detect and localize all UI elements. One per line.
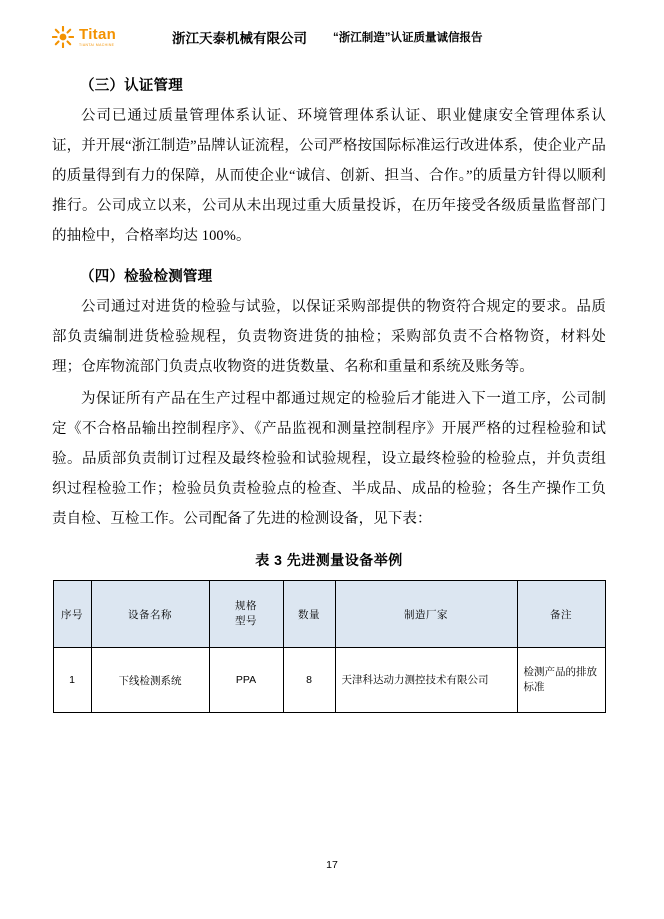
page-header: [52, 14, 612, 60]
document-page: [0, 14, 664, 919]
table-caption: 表 3 先进测量设备举例: [255, 552, 403, 568]
sun-burst-icon: [52, 26, 74, 48]
paragraph-certification-1: 公司已通过质量管理体系认证、环境管理体系认证、职业健康安全管理体系认证，并开展“浙江制造”品牌认证流程，公司严格按国际标准运行改进体系，使企业产品的质量得到有力的保障，从而使企业“诚信、创新、担当、合作。”的质量方针得以顺利推行。公司成立以来，公司从未出现过重大质量投诉，在历年接受各级质量监督部门的抽检中，合格率均达 100%。: [52, 108, 606, 244]
page-number: 17: [326, 859, 338, 871]
table-body: [53, 648, 605, 713]
logo-wordmark: Titan: [79, 25, 117, 43]
section-heading-inspection: （四）检验检测管理: [80, 269, 213, 285]
document-body: [52, 74, 606, 713]
column-header-model-line1: 规格: [235, 600, 257, 612]
paragraph-inspection-1: 公司通过对进货的检验与试验，以保证采购部提供的物资符合规定的要求。品质部负责编制进货检验规程，负责物资进货的抽检；采购部负责不合格物资，材料处理；仓库物流部门负责点收物资的进货数量、名称和重量和系统及账务等。: [52, 299, 606, 375]
section-heading-certification: （三）认证管理: [80, 78, 183, 94]
cell-name: 下线检测系统: [91, 648, 209, 713]
logo-text-block: [79, 27, 116, 47]
table-row: [53, 648, 605, 713]
logo-subtext: TIANTAI MACHINE: [79, 42, 115, 47]
column-header-model: [209, 581, 283, 648]
column-header-model-line2: 型号: [235, 615, 257, 627]
column-header-manufacturer: 制造厂家: [335, 581, 517, 648]
equipment-table: [53, 580, 606, 713]
column-header-index: 序号: [53, 581, 91, 648]
page-footer: [0, 859, 664, 871]
cell-manufacturer: 天津科达动力测控技术有限公司: [335, 648, 517, 713]
header-report-title: “浙江制造”认证质量诚信报告: [333, 32, 483, 44]
cell-model: PPA: [209, 648, 283, 713]
table-header-row-group: [53, 581, 605, 648]
cell-note: 检测产品的排放标准: [517, 648, 605, 713]
table-header-row: [53, 581, 605, 648]
cell-quantity: 8: [283, 648, 335, 713]
company-logo: [52, 26, 172, 48]
column-header-note: 备注: [517, 581, 605, 648]
column-header-name: 设备名称: [91, 581, 209, 648]
paragraph-inspection-2: 为保证所有产品在生产过程中都通过规定的检验后才能进入下一道工序，公司制定《不合格品输出控制程序》、《产品监视和测量控制程序》开展严格的过程检验和试验。品质部负责制订过程及最终检验和试验规程，设立最终检验的检验点，并负责组织过程检验工作；检验员负责检验点的检查、半成品、成品的检验；各生产操作工负责自检、互检工作。公司配备了先进的检测设备，见下表：: [52, 391, 606, 527]
column-header-quantity: 数量: [283, 581, 335, 648]
header-company-name: 浙江天泰机械有限公司: [172, 31, 307, 46]
cell-index: 1: [53, 648, 91, 713]
